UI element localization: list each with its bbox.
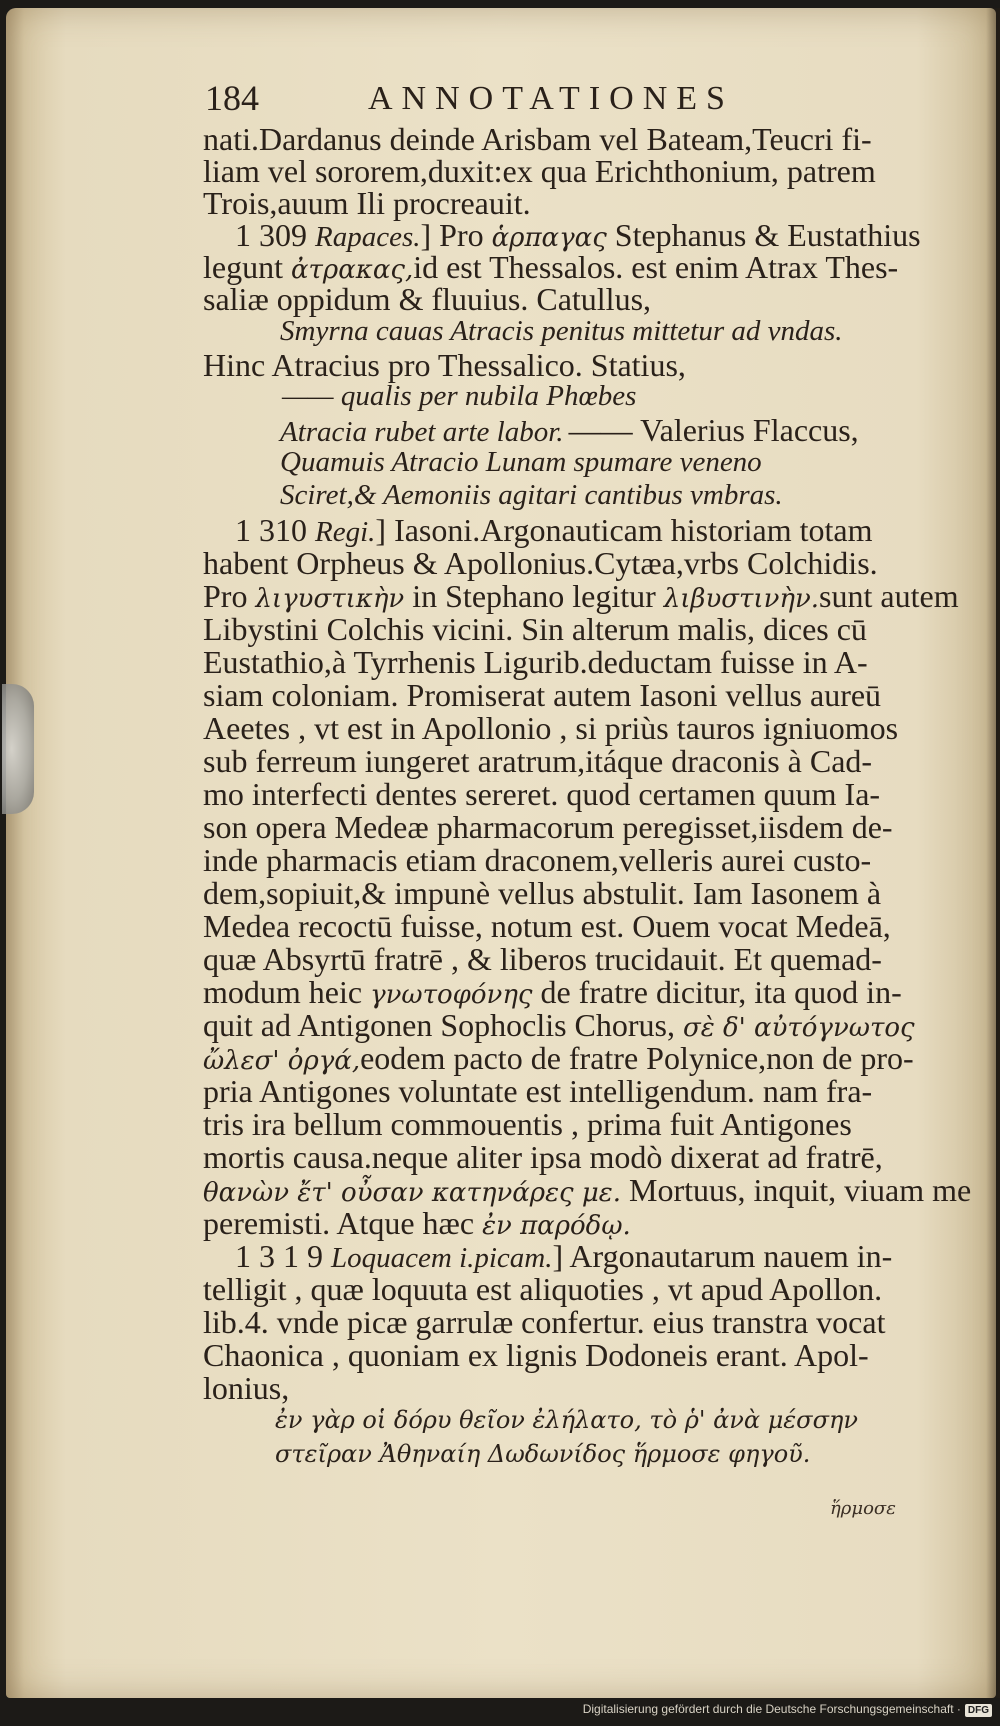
text-line: ὤλεσ' ὀργά,eodem pacto de fratre Polynice,non de pro-: [203, 1040, 914, 1076]
verse-quote: Smyrna cauas Atracis penitus mittetur ad vndas.: [280, 315, 843, 347]
greek-word: γνωτοφόνης: [370, 980, 533, 1010]
text-line: 1 310 Regi.] Iasoni.Argonauticam historiam totam: [235, 512, 873, 548]
text-line: Pro λιγυστικὴν in Stephano legitur λιβυστινὴν.sunt autem: [203, 578, 959, 614]
greek-word: θανὼν ἔτ' οὖσαν κατηνάρες με.: [203, 1178, 621, 1208]
text-line: Chaonica , quoniam ex lignis Dodoneis erant. Apol-: [203, 1337, 869, 1373]
line-number: 1 310: [235, 512, 307, 548]
text-line: quæ Absyrtū fratrē , & liberos trucidauit. Et quemad-: [203, 941, 882, 977]
greek-verse: στεῖραν Ἀθηναίη Δωδωνίδος ἥρμοσε φηγοῦ.: [275, 1440, 811, 1468]
text-line: telligit , quæ loquuta est aliquoties , vt apud Apollon.: [203, 1271, 883, 1307]
text-line: Medea recoctū fuisse, notum est. Ouem vocat Medeā,: [203, 908, 891, 944]
line-number: 1 309: [235, 217, 307, 253]
text-line: sub ferreum iungeret aratrum,itáque draconis à Cad-: [203, 743, 873, 779]
text-line: saliæ oppidum & fluuius. Catullus,: [203, 281, 652, 317]
text-line: peremisti. Atque hæc ἐν παρόδῳ.: [203, 1205, 631, 1241]
text-line: Hinc Atracius pro Thessalico. Statius,: [203, 347, 686, 383]
book-clasp: [2, 684, 34, 814]
text-line: legunt ἀτρακας,id est Thessalos. est enim Atrax Thes-: [203, 249, 899, 285]
text-line: habent Orpheus & Apollonius.Cytæa,vrbs Colchidis.: [203, 545, 878, 581]
greek-word: ἐν παρόδῳ.: [482, 1211, 631, 1241]
verse-quote: Atracia rubet arte labor. —— Valerius Flaccus,: [280, 412, 859, 448]
text-line: θανὼν ἔτ' οὖσαν κατηνάρες με. Mortuus, inquit, viuam me: [203, 1172, 972, 1208]
greek-word: λιβυστινὴν.: [663, 584, 820, 614]
text-line: nati.Dardanus deinde Arisbam vel Bateam,Teucri fi-: [203, 121, 872, 157]
verse-quote: —— qualis per nubila Phœbes: [282, 380, 637, 412]
text-line: Libystini Colchis vicini. Sin alterum malis, dices cū: [203, 611, 867, 647]
text-line: quit ad Antigonen Sophoclis Chorus, σὲ δ' αὐτόγνωτος: [203, 1007, 915, 1043]
greek-word: σὲ δ' αὐτόγνωτος: [683, 1013, 915, 1043]
lemma: Rapaces.: [315, 221, 421, 253]
greek-word: ὤλεσ' ὀργά,: [203, 1046, 361, 1076]
running-title: ANNOTATIONES: [368, 80, 734, 117]
verse-quote: Sciret,& Aemoniis agitari cantibus vmbras.: [280, 479, 783, 511]
greek-verse: ἐν γὰρ οἱ δόρυ θεῖον ἐλήλατο, τὸ ῥ' ἀνὰ μέσσην: [275, 1406, 858, 1434]
text-line: modum heic γνωτοφόνης de fratre dicitur, ita quod in-: [203, 974, 902, 1010]
digitization-credit: Digitalisierung gefördert durch die Deutsche Forschungsgemeinschaft · DFG: [583, 1702, 992, 1720]
lemma: Regi.: [315, 516, 376, 548]
text-line: lib.4. vnde picæ garrulæ confertur. eius transtra vocat: [203, 1304, 886, 1340]
verse-quote: Quamuis Atracio Lunam spumare veneno: [280, 446, 762, 478]
text-line: mortis causa.neque aliter ipsa modò dixerat ad fratrē,: [203, 1139, 883, 1175]
page-number: 184: [205, 78, 259, 118]
lemma: Loquacem i.picam.: [331, 1242, 553, 1274]
greek-word: ἀτρακας,: [290, 255, 414, 285]
text-line: lonius,: [203, 1370, 290, 1406]
text-line: Aeetes , vt est in Apollonio , si priùs tauros igniuomos: [203, 710, 899, 746]
text-line: pria Antigones voluntate est intelligendum. nam fra-: [203, 1073, 873, 1109]
text-line: mo interfecti dentes sereret. quod certamen quum Ia-: [203, 776, 881, 812]
text-line: dem,sopiuit,& impunè vellus abstulit. Iam Iasonem à: [203, 875, 882, 911]
text-line: 1 3 1 9 Loquacem i.picam.] Argonautarum nauem in-: [235, 1238, 893, 1274]
text-line: Trois,auum Ili procreauit.: [203, 185, 531, 221]
greek-word: ἁρπαγας: [491, 223, 607, 253]
text-line: tris ira bellum commouentis , prima fuit Antigones: [203, 1106, 852, 1142]
greek-word: λιγυστικὴν: [255, 584, 405, 614]
text-line: 1 309 Rapaces.] Pro ἁρπαγας Stephanus & Eustathius: [235, 217, 921, 253]
catchword: ἥρμοσε: [830, 1498, 896, 1519]
text-line: son opera Medeæ pharmacorum peregisset,iisdem de-: [203, 809, 893, 845]
text-line: siam coloniam. Promiserat autem Iasoni vellus aureū: [203, 677, 882, 713]
dfg-logo: DFG: [965, 1704, 992, 1717]
text-line: inde pharmacis etiam draconem,velleris aurei custo-: [203, 842, 872, 878]
line-number: 1 3 1 9: [235, 1238, 323, 1274]
text-line: liam vel sororem,duxit:ex qua Erichthonium, patrem: [203, 153, 876, 189]
text-line: Eustathio,à Tyrrhenis Ligurib.deductam fuisse in A-: [203, 644, 868, 680]
